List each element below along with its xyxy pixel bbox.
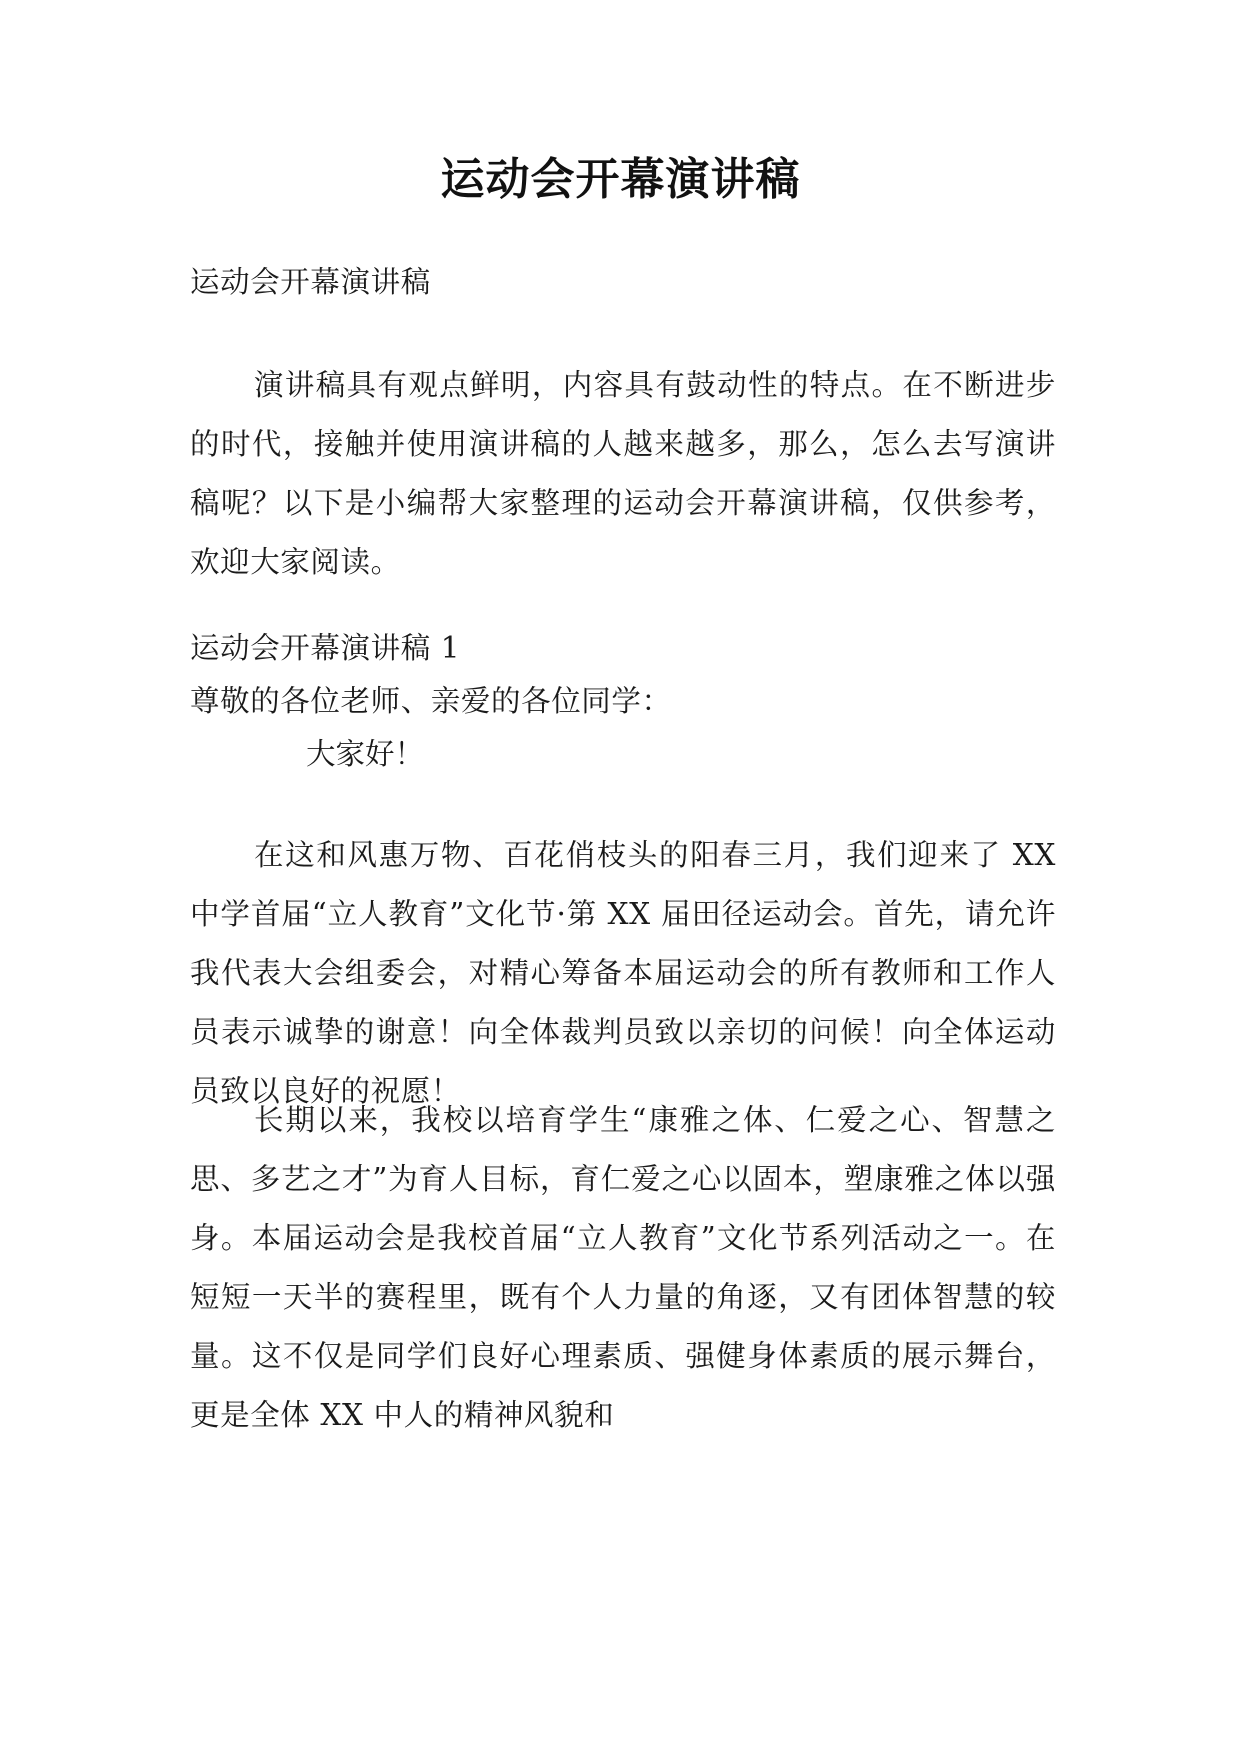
document-title: 运动会开幕演讲稿 <box>440 154 801 205</box>
document-subtitle: 运动会开幕演讲稿 <box>190 265 431 299</box>
body-paragraph-1: 在这和风惠万物、百花俏枝头的阳春三月，我们迎来了 XX 中学首届“立人教育”文化节·第 XX 届田径运动会。首先，请允许我代表大会组委会，对精心筹备本届运动会的所有教师和工作人员表示诚挚的谢意！向全体裁判员致以亲切的问候！向全体运动员致以良好的祝愿！ <box>190 838 1056 1108</box>
salutation: 尊敬的各位老师、亲爱的各位同学： <box>190 684 672 718</box>
intro-paragraph: 演讲稿具有观点鲜明，内容具有鼓动性的特点。在不断进步的时代，接触并使用演讲稿的人越来越多，那么，怎么去写演讲稿呢？以下是小编帮大家整理的运动会开幕演讲稿，仅供参考，欢迎大家阅读。 <box>190 368 1056 579</box>
greeting: 大家好！ <box>306 737 425 771</box>
body-paragraph-2: 长期以来，我校以培育学生“康雅之体、仁爱之心、智慧之思、多艺之才”为育人目标，育仁爱之心以固本，塑康雅之体以强身。本届运动会是我校首届“立人教育”文化节系列活动之一。在短短一天半的赛程里，既有个人力量的角逐，又有团体智慧的较量。这不仅是同学们良好心理素质、强健身体素质的展示舞台，更是全体 XX 中人的精神风貌和 <box>190 1103 1056 1432</box>
section-heading: 运动会开幕演讲稿 1 <box>190 631 461 665</box>
